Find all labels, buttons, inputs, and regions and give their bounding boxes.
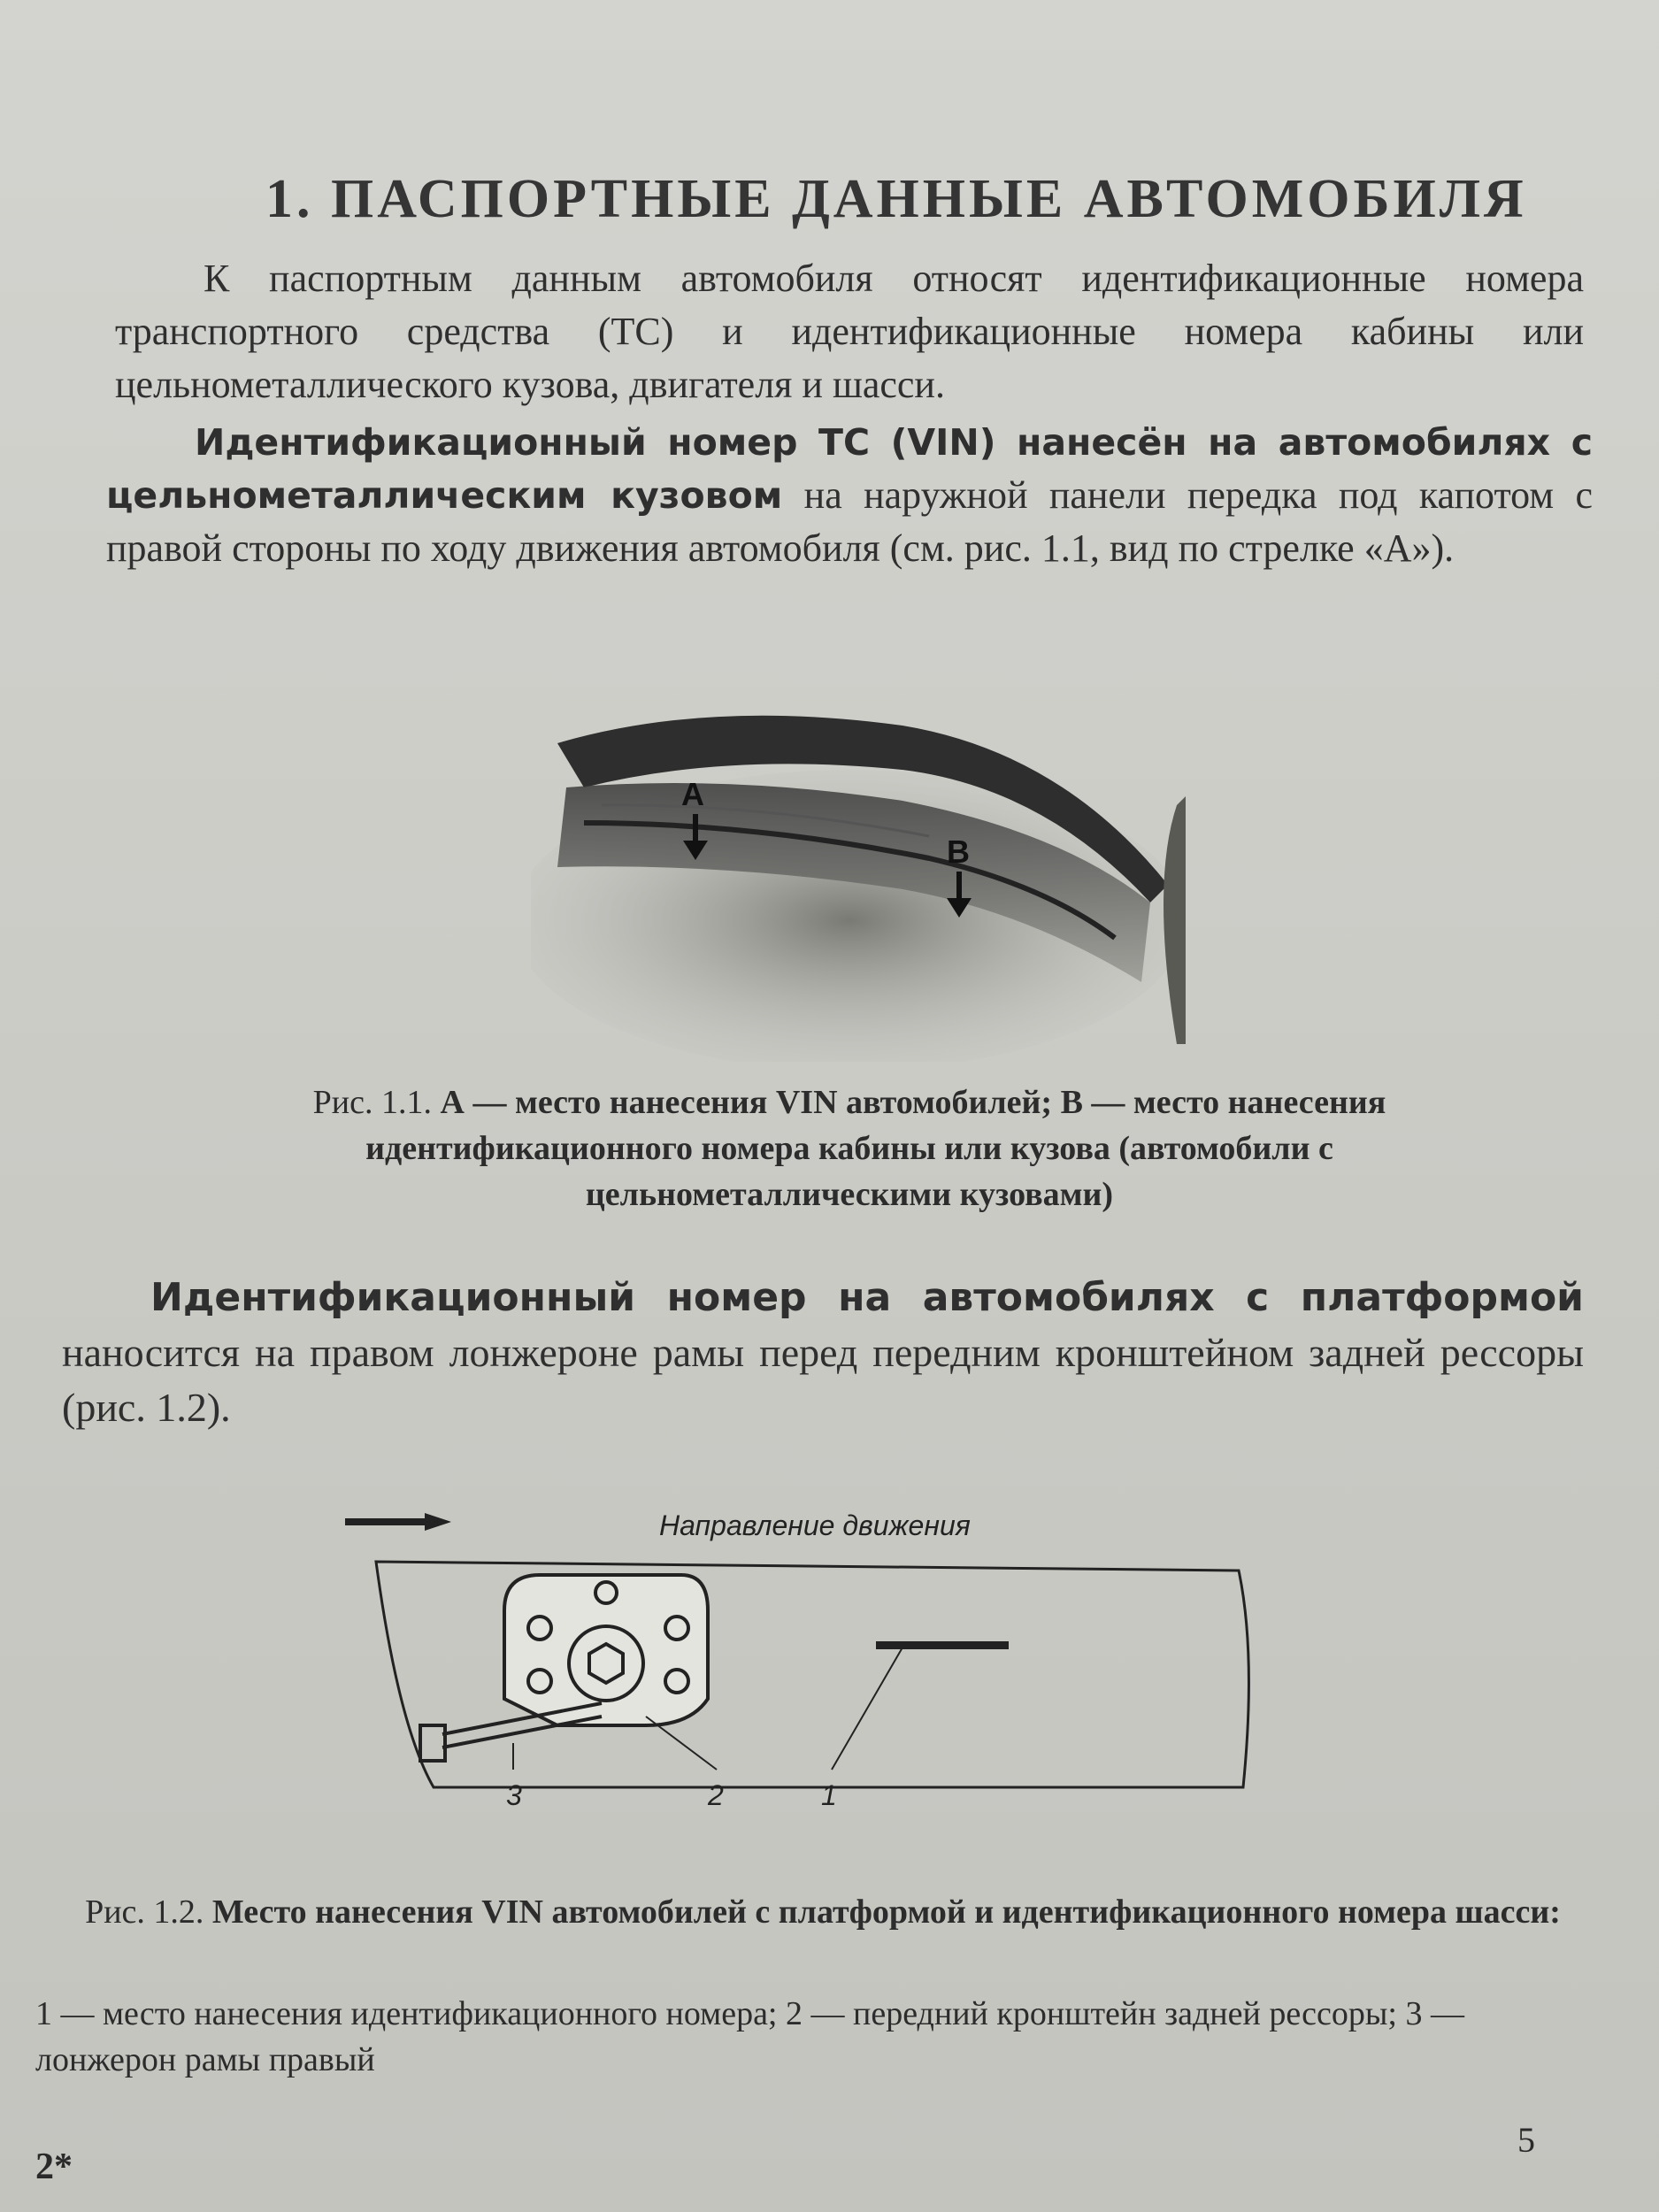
paragraph-vin-bold: Идентификационный номер ТС (VIN) нанесён на автомобилях с цельнометаллическим кузовом [106,421,1593,517]
paragraph-vin-location [106,416,1593,575]
figure-2-caption [71,1889,1575,1935]
caption-1-text: А — место нанесения VIN автомобилей; В — место нанесения идентификационного номера кабины или кузова (автомобили с цельнометаллическими кузовами) [365,1084,1386,1213]
paragraph-platform-bold: Идентификационный номер на автомобилях с платформой [150,1275,1584,1320]
figure-1-hood-illustration [531,690,1186,1062]
signature-mark: 2* [35,2147,73,2187]
callout-2: 2 [708,1779,724,1811]
figure-2-frame-diagram [336,1504,1274,1858]
fender [1164,796,1186,1044]
paragraph-platform-vin [62,1270,1584,1435]
leader-line-1 [832,1647,902,1770]
direction-arrow-icon [425,1513,451,1531]
paragraph-platform-text: наносится на правом лонжероне рамы перед передним кронштейном задней рессоры (рис. 1.2). [62,1330,1584,1430]
caption-2-prefix: Рис. 1.2. [85,1893,212,1931]
figure-1-caption [221,1079,1478,1217]
paragraph-vin-text: на наружной панели передка под капотом с правой стороны по ходу движения автомобиля (см. рис. 1.1, вид по стрелке «А»). [106,473,1594,570]
clamp [420,1725,445,1761]
figure-2-legend: 1 — место нанесения идентификационного номера; 2 — передний кронштейн задней рессоры; 3 — лонжерон рамы правый [35,1995,1464,2078]
spring-bracket [504,1575,708,1725]
direction-label: Направление движения [659,1509,971,1541]
callout-1: 1 [821,1779,837,1811]
label-a: A [681,776,704,812]
vin-plate-mark [876,1641,1009,1649]
leader-line-2 [646,1717,717,1770]
label-b: B [947,833,970,870]
caption-2-text: Место нанесения VIN автомобилей с платформой и идентификационного номера шасси: [211,1893,1561,1931]
page-number: 5 [1517,2120,1535,2160]
callout-3: 3 [506,1779,522,1811]
page-title: 1. ПАСПОРТНЫЕ ДАННЫЕ АВТОМОБИЛЯ [265,169,1527,229]
paragraph-intro: К паспортным данным автомобиля относят идентификационные номера транспортного средства (ТС) и идентификационные номера кабины или цельнометаллического кузова, двигателя и шасси. [115,257,1584,406]
caption-1-prefix: Рис. 1.1. [312,1084,441,1121]
